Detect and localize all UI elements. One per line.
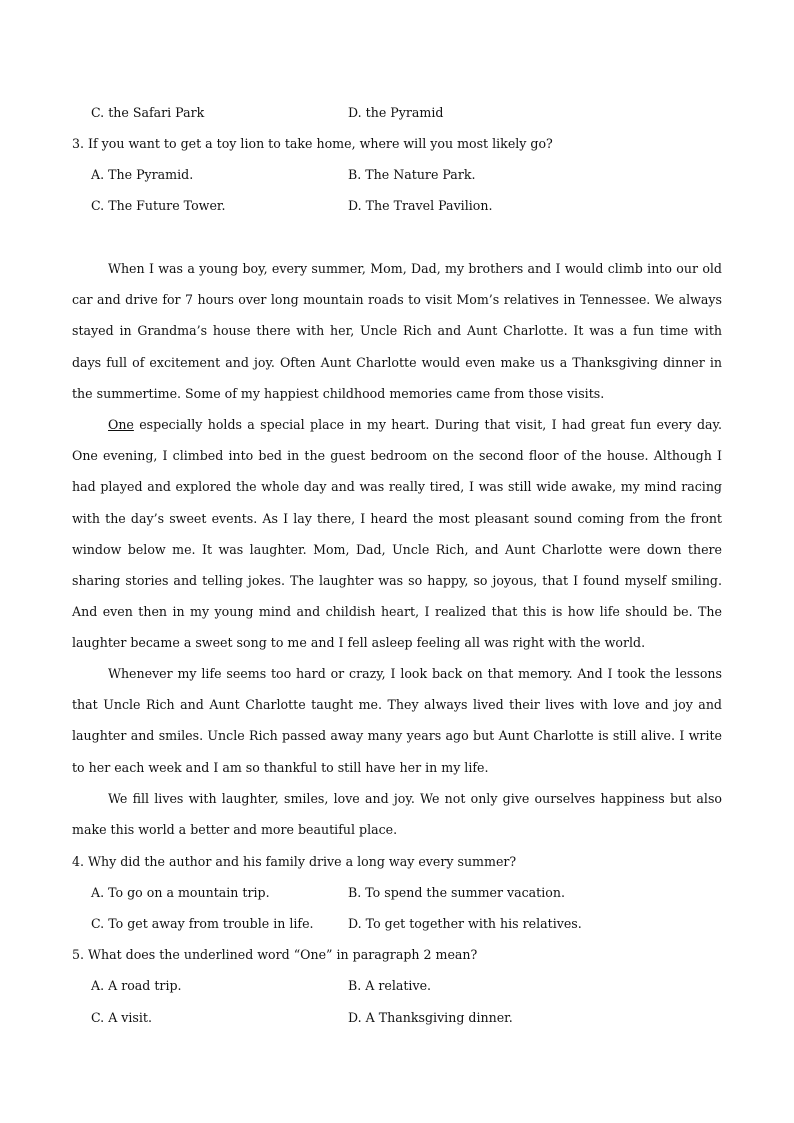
- q3-question: 3. If you want to get a toy lion to take home, where will you most likely go?: [72, 136, 553, 151]
- q4-option-c: C. To get away from trouble in life.: [91, 916, 314, 931]
- q2-option-c: C. the Safari Park: [91, 105, 205, 120]
- passage-paragraph-2: [72, 409, 722, 659]
- q3-option-d: D. The Travel Pavilion.: [348, 198, 493, 213]
- q3-option-c: C. The Future Tower.: [91, 198, 226, 213]
- q4-option-a: A. To go on a mountain trip.: [91, 885, 270, 900]
- passage-paragraph-1: When I was a young boy, every summer, Mom, Dad, my brothers and I would climb into our old car and drive for 7 hours over long mountain roads to visit Mom’s relatives in Tennessee. We always stayed in Grandma’s house there with her, Uncle Rich and Aunt Charlotte. It was a fun time with days full of excitement and joy. Often Aunt Charlotte would even make us a Thanksgiving dinner in the summertime. Some of my happiest childhood memories came from those visits.: [72, 261, 722, 401]
- q5-option-b: B. A relative.: [348, 978, 432, 993]
- underlined-word-one: One: [108, 417, 134, 432]
- q2-option-d: D. the Pyramid: [348, 105, 444, 120]
- passage-paragraph-2-text: especially holds a special place in my heart. During that visit, I had great fun every day. One evening, I climbed into bed in the guest bedroom on the second floor of the house. Although I had played and explored the whole day and was really tired, I was still wide awake, my mind racing with the day’s sweet events. As I lay there, I heard the most pleasant sound coming from the front window below me. It was laughter. Mom, Dad, Uncle Rich, and Aunt Charlotte were down there sharing stories and telling jokes. The laughter was so happy, so joyous, that I found myself smiling. And even then in my young mind and childish heart, I realized that this is how life should be. The laughter became a sweet song to me and I fell asleep feeling all was right with the world.: [72, 417, 722, 651]
- q5-option-c: C. A visit.: [91, 1010, 152, 1025]
- q4-question: 4. Why did the author and his family drive a long way every summer?: [72, 854, 517, 869]
- q5-question: 5. What does the underlined word “One” in paragraph 2 mean?: [72, 947, 478, 962]
- q3-option-b: B. The Nature Park.: [348, 167, 476, 182]
- q3-option-a: A. The Pyramid.: [91, 167, 194, 182]
- passage-paragraph-4: We fill lives with laughter, smiles, love and joy. We not only give ourselves happiness but also make this world a better and more beautiful place.: [72, 791, 722, 838]
- q5-option-a: A. A road trip.: [91, 978, 182, 993]
- q5-option-d: D. A Thanksgiving dinner.: [348, 1010, 513, 1025]
- passage-paragraph-3: Whenever my life seems too hard or crazy, I look back on that memory. And I took the lessons that Uncle Rich and Aunt Charlotte taught me. They always lived their lives with love and joy and laughter and smiles. Uncle Rich passed away many years ago but Aunt Charlotte is still alive. I write to her each week and I am so thankful to still have her in my life.: [72, 666, 722, 775]
- q4-option-b: B. To spend the summer vacation.: [348, 885, 565, 900]
- q4-option-d: D. To get together with his relatives.: [348, 916, 582, 931]
